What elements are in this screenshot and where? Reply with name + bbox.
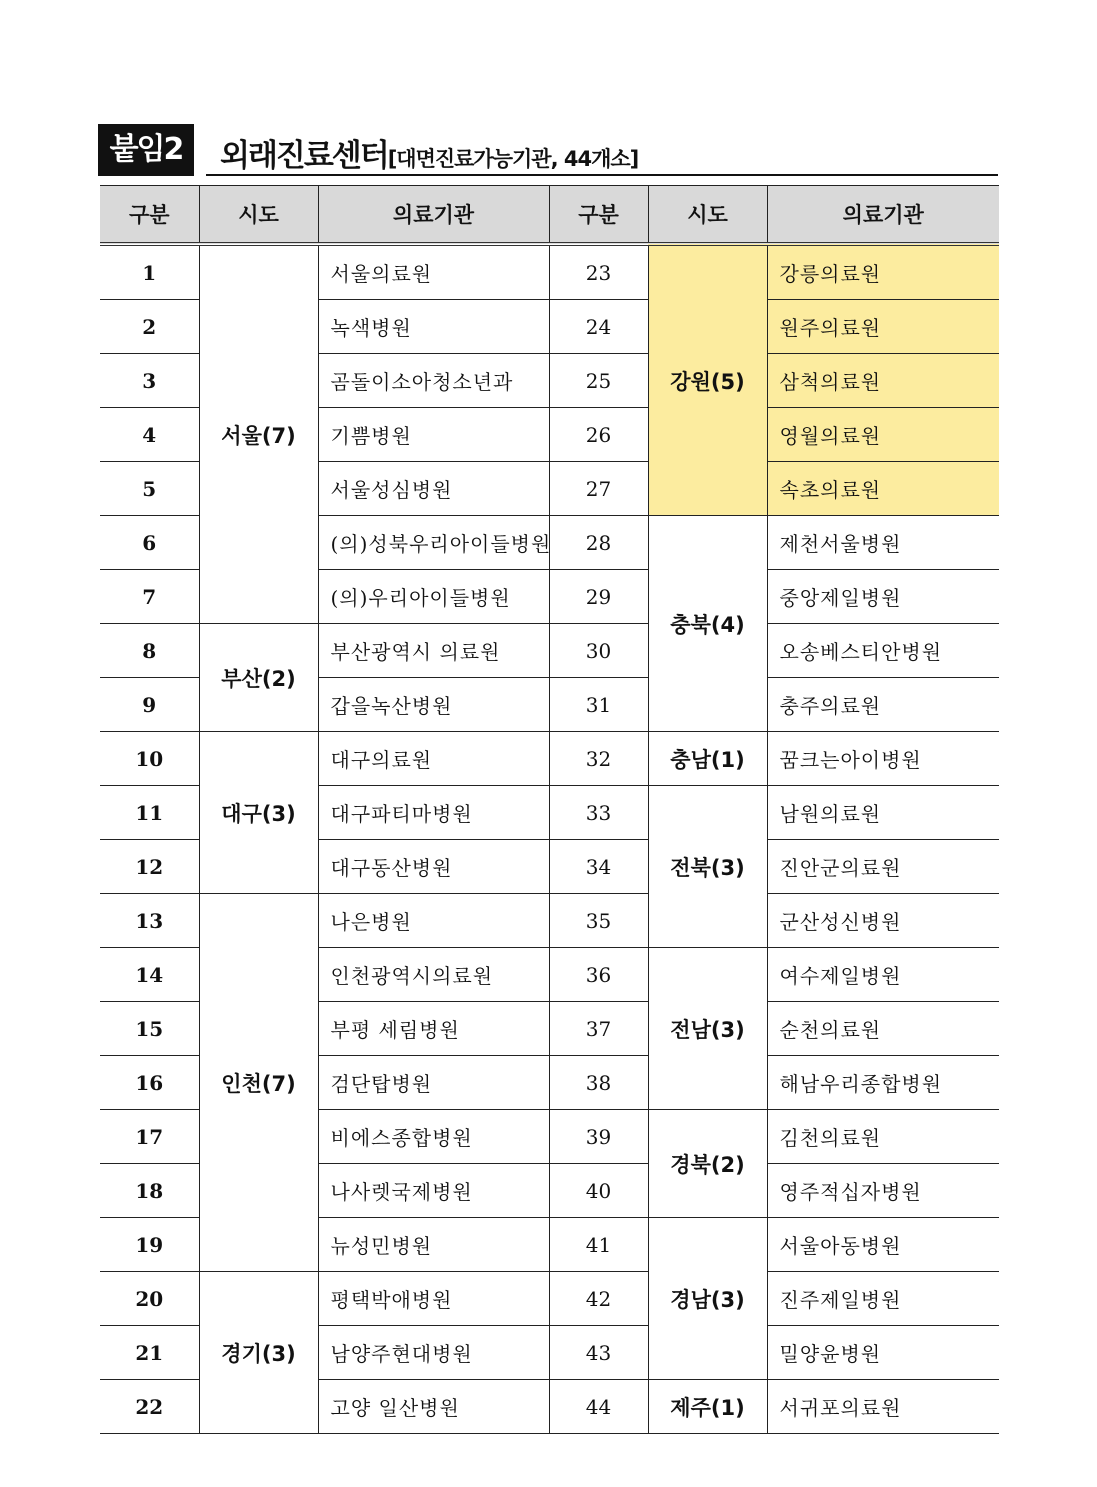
title-subtitle: [대면진료가능기관, 44개소]: [387, 147, 639, 171]
institution-left: 대구동산병원: [318, 840, 549, 894]
region-right: 경북(2): [648, 1110, 767, 1218]
institution-right: 꿈크는아이병원: [767, 732, 999, 786]
institution-left: 부산광역시 의료원: [318, 624, 549, 678]
row-number-right: 24: [549, 300, 648, 354]
row-number-right: 43: [549, 1326, 648, 1380]
row-number-right: 42: [549, 1272, 648, 1326]
institution-left: (의)우리아이들병원: [318, 570, 549, 624]
row-number-left: 13: [100, 894, 199, 948]
row-number-left: 15: [100, 1002, 199, 1056]
institution-right: 순천의료원: [767, 1002, 999, 1056]
institution-right: 서귀포의료원: [767, 1380, 999, 1434]
institution-left: 서울성심병원: [318, 462, 549, 516]
institution-left: 나은병원: [318, 894, 549, 948]
row-number-right: 28: [549, 516, 648, 570]
title-bar: [98, 124, 998, 178]
table-row: [100, 894, 999, 948]
institution-left: 남양주현대병원: [318, 1326, 549, 1380]
institution-left: 서울의료원: [318, 244, 549, 300]
institution-left: (의)성북우리아이들병원: [318, 516, 549, 570]
col-header-region-right: 시도: [648, 186, 767, 245]
region-left: 서울(7): [199, 244, 318, 624]
institution-right: 서울아동병원: [767, 1218, 999, 1272]
region-right: 전북(3): [648, 786, 767, 948]
col-header-number-left: 구분: [100, 186, 199, 245]
region-right: 충남(1): [648, 732, 767, 786]
row-number-left: 17: [100, 1110, 199, 1164]
row-number-left: 16: [100, 1056, 199, 1110]
region-right: 제주(1): [648, 1380, 767, 1434]
institution-right: 진안군의료원: [767, 840, 999, 894]
attachment-badge: 붙임2: [98, 124, 194, 176]
row-number-left: 8: [100, 624, 199, 678]
region-right: 강원(5): [648, 244, 767, 516]
institution-left: 대구의료원: [318, 732, 549, 786]
col-header-institution-left: 의료기관: [318, 186, 549, 245]
col-header-number-right: 구분: [549, 186, 648, 245]
row-number-right: 40: [549, 1164, 648, 1218]
table-row: [100, 244, 999, 300]
institution-left: 인천광역시의료원: [318, 948, 549, 1002]
institution-left: 곰돌이소아청소년과: [318, 354, 549, 408]
table-header-row: [100, 186, 999, 245]
title-main: 외래진료센터: [220, 138, 388, 174]
row-number-left: 20: [100, 1272, 199, 1326]
institution-left: 부평 세림병원: [318, 1002, 549, 1056]
institution-right: 충주의료원: [767, 678, 999, 732]
region-right: 충북(4): [648, 516, 767, 732]
row-number-right: 44: [549, 1380, 648, 1434]
row-number-right: 34: [549, 840, 648, 894]
row-number-left: 18: [100, 1164, 199, 1218]
institution-right: 밀양윤병원: [767, 1326, 999, 1380]
region-left: 경기(3): [199, 1272, 318, 1434]
row-number-right: 32: [549, 732, 648, 786]
region-right: 전남(3): [648, 948, 767, 1110]
row-number-right: 26: [549, 408, 648, 462]
institution-right: 여수제일병원: [767, 948, 999, 1002]
institution-left: 고양 일산병원: [318, 1380, 549, 1434]
institution-left: 평택박애병원: [318, 1272, 549, 1326]
institution-left: 비에스종합병원: [318, 1110, 549, 1164]
row-number-left: 19: [100, 1218, 199, 1272]
region-right: 경남(3): [648, 1218, 767, 1380]
institution-left: 뉴성민병원: [318, 1218, 549, 1272]
col-header-region-left: 시도: [199, 186, 318, 245]
region-left: 부산(2): [199, 624, 318, 732]
row-number-left: 2: [100, 300, 199, 354]
institution-right: 남원의료원: [767, 786, 999, 840]
row-number-left: 7: [100, 570, 199, 624]
institution-left: 기쁨병원: [318, 408, 549, 462]
institution-left: 녹색병원: [318, 300, 549, 354]
col-header-institution-right: 의료기관: [767, 186, 999, 245]
row-number-left: 6: [100, 516, 199, 570]
institution-right: 영월의료원: [767, 408, 999, 462]
institution-right: 오송베스티안병원: [767, 624, 999, 678]
row-number-left: 9: [100, 678, 199, 732]
region-left: 대구(3): [199, 732, 318, 894]
institution-left: 갑을녹산병원: [318, 678, 549, 732]
row-number-right: 37: [549, 1002, 648, 1056]
row-number-left: 3: [100, 354, 199, 408]
institution-right: 원주의료원: [767, 300, 999, 354]
institution-right: 군산성신병원: [767, 894, 999, 948]
page-title: [220, 130, 638, 175]
row-number-left: 1: [100, 244, 199, 300]
institution-left: 대구파티마병원: [318, 786, 549, 840]
institution-right: 김천의료원: [767, 1110, 999, 1164]
row-number-left: 14: [100, 948, 199, 1002]
row-number-left: 4: [100, 408, 199, 462]
row-number-right: 39: [549, 1110, 648, 1164]
row-number-right: 35: [549, 894, 648, 948]
table-body: [100, 244, 999, 1434]
institution-right: 강릉의료원: [767, 244, 999, 300]
table-row: [100, 624, 999, 678]
row-number-right: 29: [549, 570, 648, 624]
institution-left: 검단탑병원: [318, 1056, 549, 1110]
institution-right: 해남우리종합병원: [767, 1056, 999, 1110]
institution-right: 삼척의료원: [767, 354, 999, 408]
row-number-right: 27: [549, 462, 648, 516]
row-number-right: 23: [549, 244, 648, 300]
row-number-right: 30: [549, 624, 648, 678]
institution-right: 영주적십자병원: [767, 1164, 999, 1218]
institution-right: 진주제일병원: [767, 1272, 999, 1326]
institution-right: 속초의료원: [767, 462, 999, 516]
table-row: [100, 732, 999, 786]
row-number-left: 5: [100, 462, 199, 516]
row-number-right: 25: [549, 354, 648, 408]
row-number-left: 11: [100, 786, 199, 840]
row-number-right: 38: [549, 1056, 648, 1110]
title-underline: [206, 174, 998, 176]
table-row: [100, 1272, 999, 1326]
institution-right: 중앙제일병원: [767, 570, 999, 624]
clinic-table: [100, 185, 999, 1434]
row-number-right: 33: [549, 786, 648, 840]
row-number-right: 31: [549, 678, 648, 732]
region-left: 인천(7): [199, 894, 318, 1272]
row-number-left: 21: [100, 1326, 199, 1380]
institution-right: 제천서울병원: [767, 516, 999, 570]
row-number-right: 36: [549, 948, 648, 1002]
row-number-left: 10: [100, 732, 199, 786]
row-number-left: 22: [100, 1380, 199, 1434]
row-number-right: 41: [549, 1218, 648, 1272]
row-number-left: 12: [100, 840, 199, 894]
institution-left: 나사렛국제병원: [318, 1164, 549, 1218]
